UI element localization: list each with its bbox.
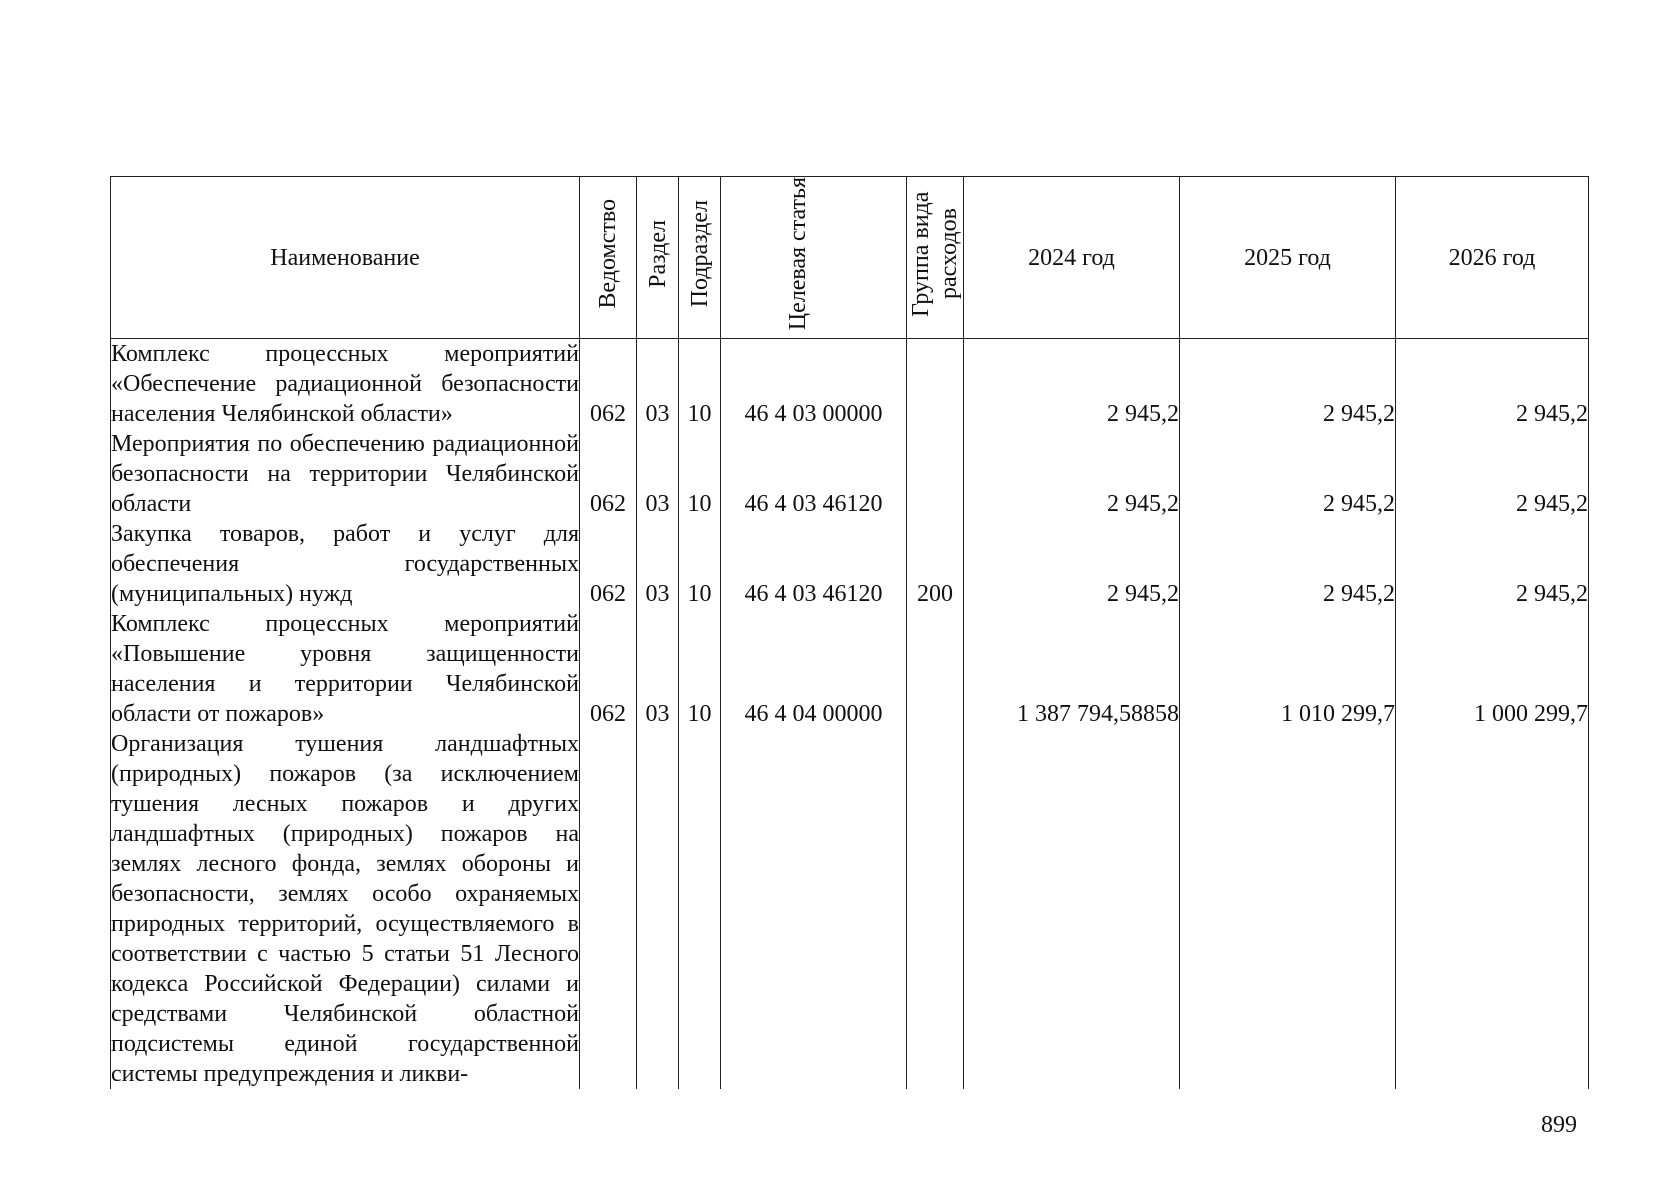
row-target: 46 4 04 00000 [721, 609, 907, 729]
row-dept: 062 [580, 609, 637, 729]
row-2024: 2 945,2 [964, 339, 1180, 430]
row-expense-group [907, 339, 964, 430]
row-2025: 2 945,2 [1180, 519, 1396, 609]
table-row [111, 729, 1589, 1089]
row-2024 [964, 729, 1180, 1089]
row-expense-group: 200 [907, 519, 964, 609]
row-2024: 2 945,2 [964, 429, 1180, 519]
row-2026: 2 945,2 [1396, 339, 1589, 430]
header-2025: 2025 год [1180, 177, 1396, 339]
header-name: Наименование [111, 177, 580, 339]
row-dept: 062 [580, 339, 637, 430]
table-row [111, 519, 1589, 609]
row-2024: 2 945,2 [964, 519, 1180, 609]
row-name: Мероприятия по обеспечению радиационной безопасности на территории Челябинской области [111, 431, 579, 518]
row-name: Организация тушения ландшафтных (природных) пожаров (за исключением тушения лесных пожаров и других ландшафтных (природных) пожаров на землях лесного фонда, землях обороны и безопасности, землях особо охраняемых природных территорий, осуществляемого в соответствии с частью 5 статьи 51 Лесного кодекса Российской Федерации) силами и средствами Челябинской областной подсистемы единой государственной системы предупреждения и ликви- [111, 731, 579, 1088]
row-target [721, 729, 907, 1089]
row-2025 [1180, 729, 1396, 1089]
table-row [111, 609, 1589, 729]
page-number: 899 [1541, 1112, 1577, 1138]
row-name: Закупка товаров, работ и услуг для обеспечения государственных (муниципальных) нужд [111, 521, 579, 608]
header-subsection: Подраздел [679, 177, 721, 339]
row-2025: 1 010 299,7 [1180, 609, 1396, 729]
table-row [111, 429, 1589, 519]
row-section: 03 [637, 609, 679, 729]
row-2025: 2 945,2 [1180, 429, 1396, 519]
row-2026: 1 000 299,7 [1396, 609, 1589, 729]
row-2026: 2 945,2 [1396, 429, 1589, 519]
header-dept: Ведомство [580, 177, 637, 339]
row-section: 03 [637, 519, 679, 609]
row-subsection: 10 [679, 429, 721, 519]
row-expense-group [907, 429, 964, 519]
table-header-row [111, 177, 1589, 339]
row-2026: 2 945,2 [1396, 519, 1589, 609]
header-target: Целевая статья [721, 177, 907, 339]
row-name: Комплекс процессных мероприятий «Повышение уровня защищенности населения и территории Челябинской области от пожаров» [111, 611, 579, 728]
row-section: 03 [637, 429, 679, 519]
header-2026: 2026 год [1396, 177, 1589, 339]
row-2024: 1 387 794,58858 [964, 609, 1180, 729]
row-dept [580, 729, 637, 1089]
row-target: 46 4 03 46120 [721, 429, 907, 519]
table-row [111, 339, 1589, 430]
header-2024: 2024 год [964, 177, 1180, 339]
row-subsection: 10 [679, 609, 721, 729]
row-section [637, 729, 679, 1089]
row-subsection [679, 729, 721, 1089]
row-expense-group [907, 729, 964, 1089]
row-section: 03 [637, 339, 679, 430]
row-2025: 2 945,2 [1180, 339, 1396, 430]
row-name: Комплекс процессных мероприятий «Обеспечение радиационной безопасности населения Челябинской области» [111, 339, 580, 430]
row-expense-group [907, 609, 964, 729]
row-dept: 062 [580, 429, 637, 519]
budget-table [110, 176, 1589, 1089]
row-subsection: 10 [679, 519, 721, 609]
header-expense-group: Группа вида расходов [907, 177, 964, 339]
header-section: Раздел [637, 177, 679, 339]
row-target: 46 4 03 00000 [721, 339, 907, 430]
row-subsection: 10 [679, 339, 721, 430]
row-target: 46 4 03 46120 [721, 519, 907, 609]
row-dept: 062 [580, 519, 637, 609]
row-2026 [1396, 729, 1589, 1089]
